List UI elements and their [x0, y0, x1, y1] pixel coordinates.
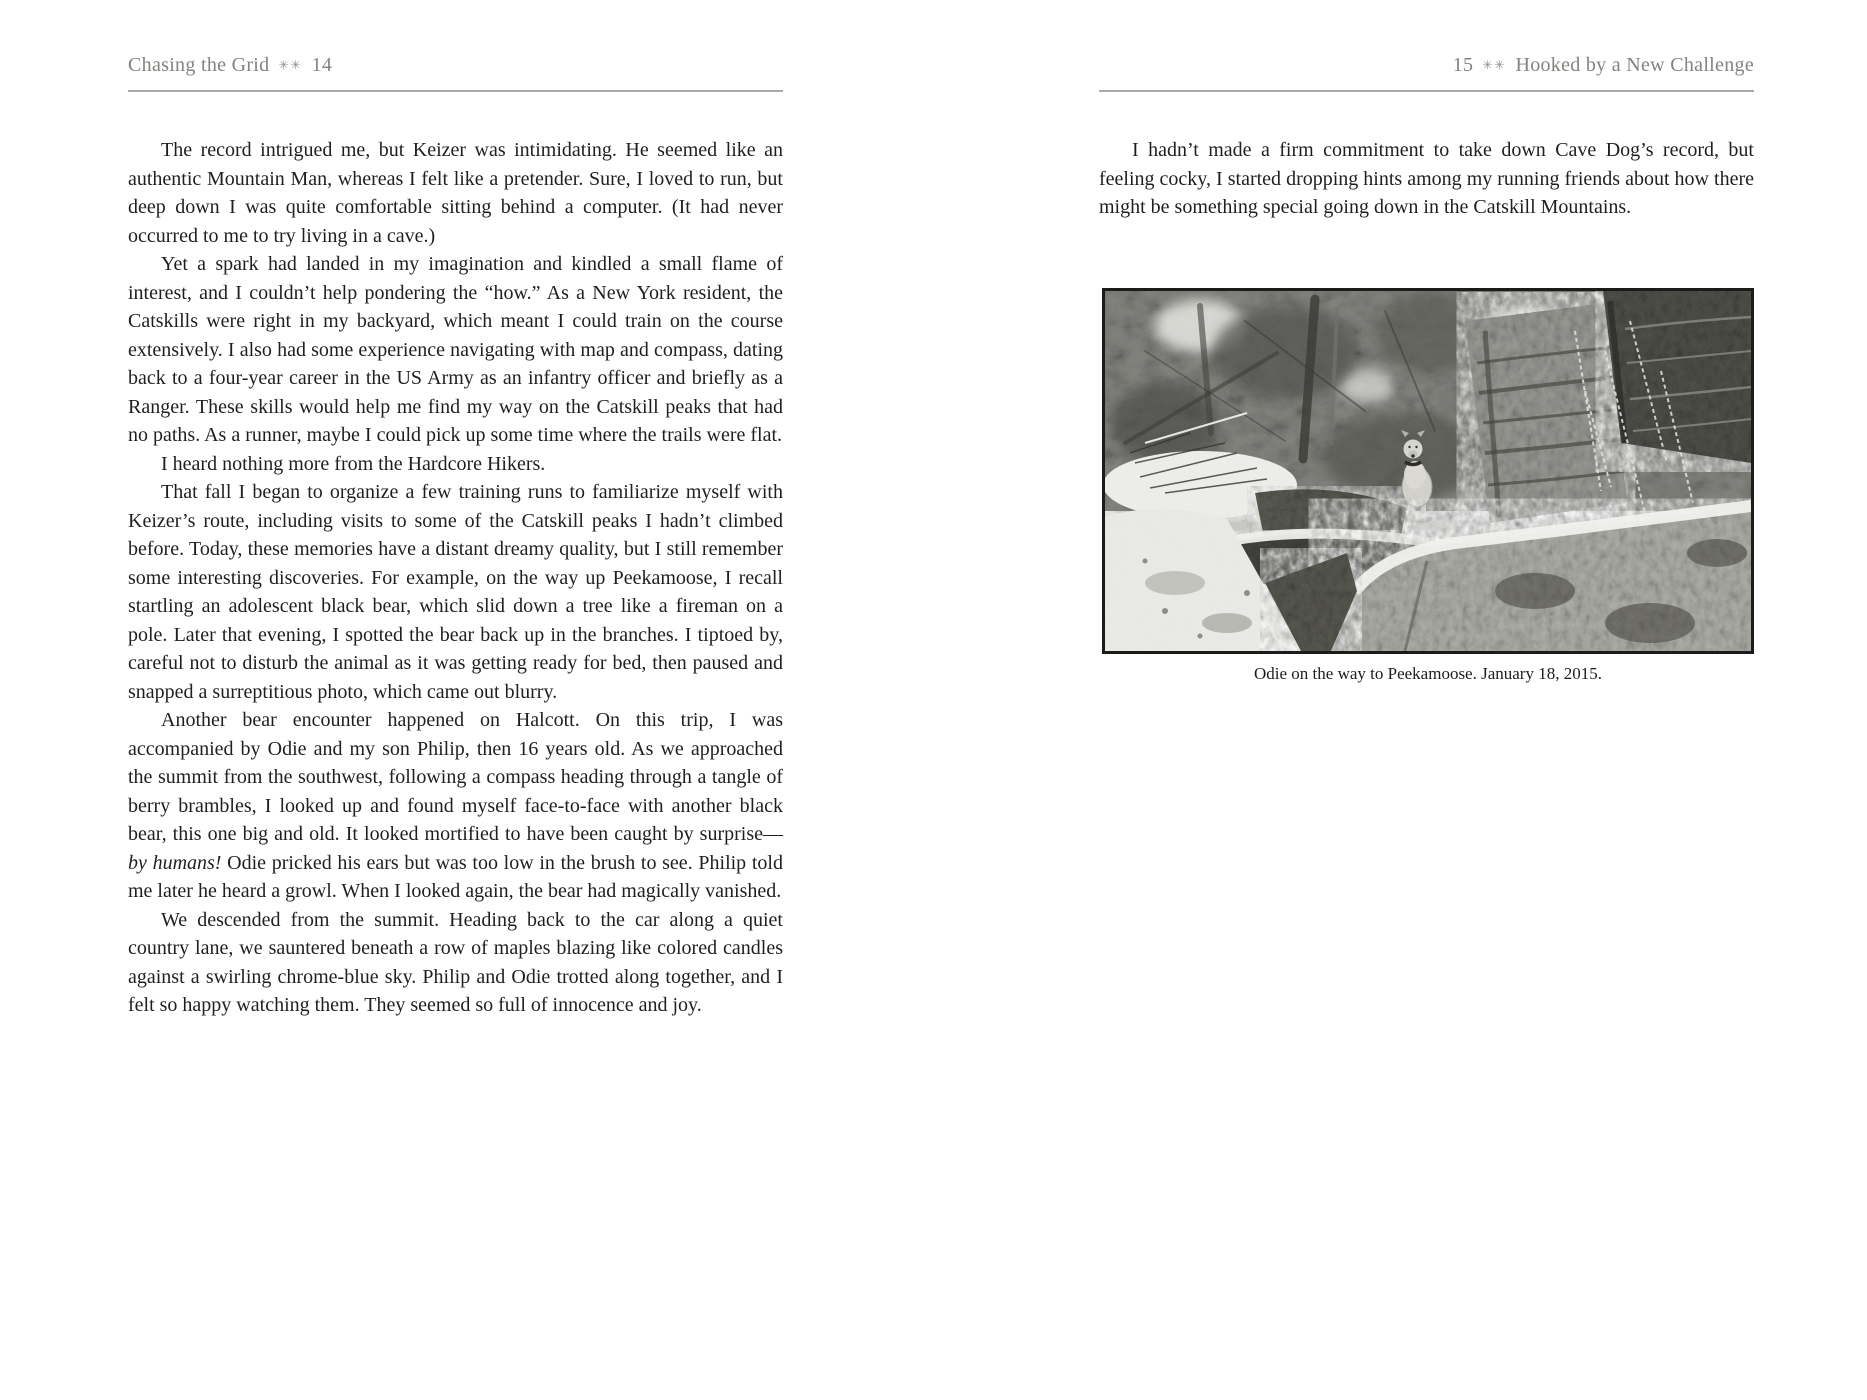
right-running-header — [1099, 54, 1754, 77]
left-page-number: 14 — [311, 54, 333, 76]
paragraph: The record intrigued me, but Keizer was intimidating. He seemed like an authentic Mountain Man, whereas I felt like a pretender. Sure, I loved to run, but deep down I was quite comfortable sitting behind a computer. (It had never occurred to me to try living in a cave.) — [128, 139, 783, 247]
right-page-text-column — [1099, 136, 1754, 222]
paragraph: Another bear encounter happened on Halcott. On this trip, I was accompanied by Odie and my son Philip, then 16 years old. As we approached the summit from the southwest, following a compass heading through a tangle of berry brambles, I looked up and found myself face-to-face with another black bear, this one big and old. It looked mortified to have been caught by surprise—by humans! Odie pricked his ears but was too low in the brush to see. Philip told me later he heard a growl. When I looked again, the bear had magically vanished. — [128, 709, 783, 902]
photo-figure — [1102, 288, 1754, 685]
paragraph: Yet a spark had landed in my imagination and kindled a small flame of interest, and I couldn’t help pondering the “how.” As a New York resident, the Catskills were right in my backyard, which meant I could train on the course extensively. I also had some experience navigating with map and compass, dating back to a four-year career in the US Army as an infantry officer and briefly as a Ranger. These skills would help me find my way on the Catskill peaks that had no paths. As a runner, maybe I could pick up some time where the trails were flat. — [128, 253, 783, 446]
right-running-title: Hooked by a New Challenge — [1515, 54, 1754, 76]
paragraph: I hadn’t made a firm commitment to take down Cave Dog’s record, but feeling cocky, I started dropping hints among my running friends about how there might be something special going down in the Catskill Mountains. — [1099, 139, 1754, 218]
paragraph: That fall I began to organize a few training runs to familiarize myself with Keizer’s route, including visits to some of the Catskill peaks I hadn’t climbed before. Today, these memories have a distant dreamy quality, but I still remember some interesting discoveries. For example, on the way up Peekamoose, I recall startling an adolescent black bear, which slid down a tree like a fireman on a pole. Later that evening, I spotted the bear back up in the branches. I tiptoed by, careful not to disturb the animal as it was getting ready for bed, then paused and snapped a surreptitious photo, which came out blurry. — [128, 481, 783, 703]
right-page-number: 15 — [1452, 54, 1474, 76]
left-running-header — [128, 54, 783, 77]
left-page-text-column — [128, 136, 783, 1020]
left-header-rule — [128, 90, 783, 92]
photo-caption: Odie on the way to Peekamoose. January 18, 2015. — [1254, 664, 1602, 683]
left-running-title: Chasing the Grid — [128, 54, 270, 76]
paragraph: We descended from the summit. Heading back to the car along a quiet country lane, we sauntered beneath a row of maples blazing like colored candles against a swirling chrome-blue sky. Philip and Odie trotted along together, and I felt so happy watching them. They seemed so full of innocence and joy. — [128, 908, 783, 1016]
paragraph: I heard nothing more from the Hardcore Hikers. — [161, 452, 546, 475]
header-ornament-icon: ✳✳ — [278, 58, 303, 72]
photo-odie-on-rocks — [1102, 288, 1754, 654]
right-header-rule — [1099, 90, 1754, 92]
header-ornament-icon: ✳✳ — [1482, 58, 1507, 72]
